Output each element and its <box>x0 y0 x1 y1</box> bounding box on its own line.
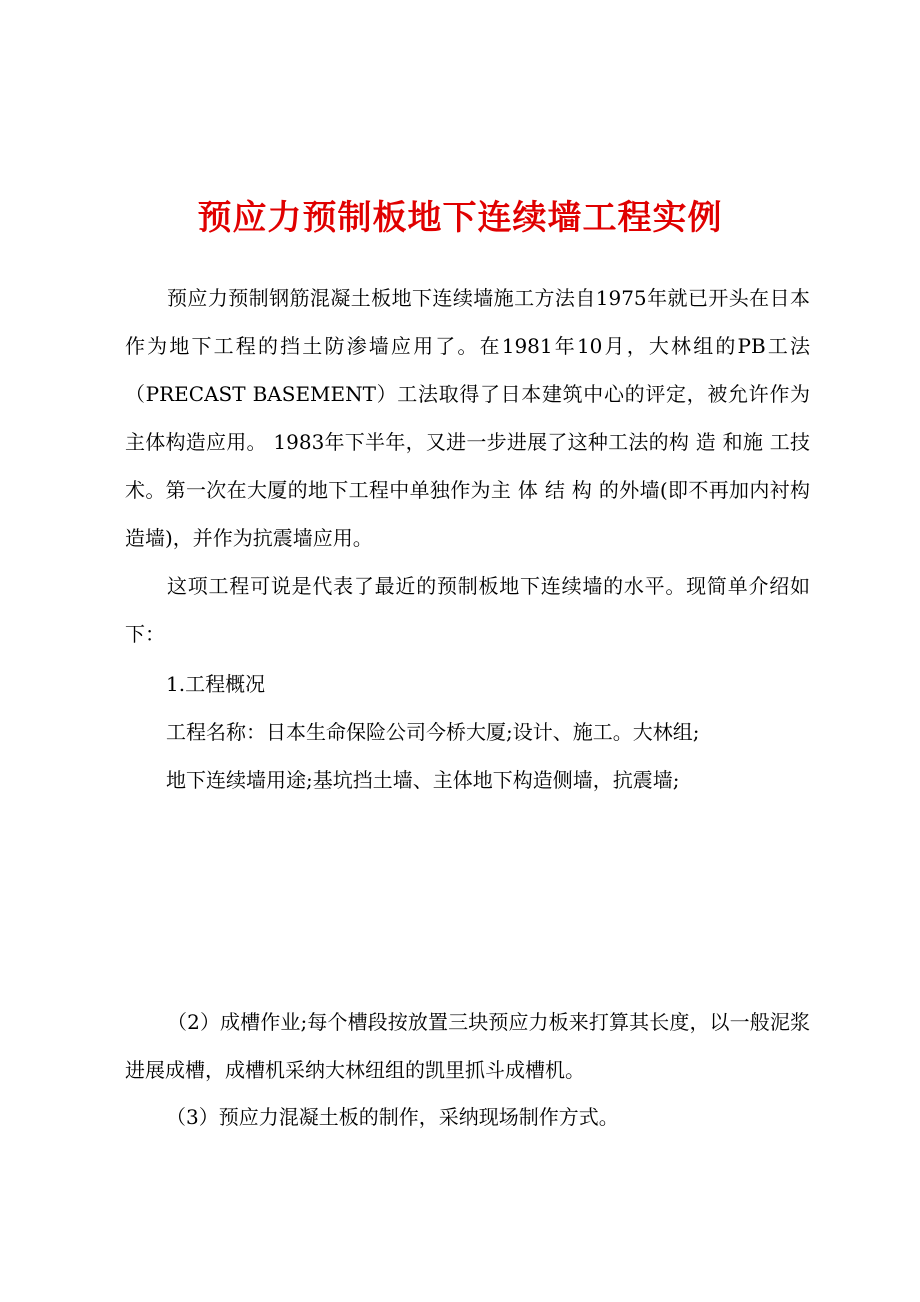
project-name-line: 工程名称：日本生命保险公司今桥大厦;设计、施工。大林组; <box>166 720 700 744</box>
second-paragraph: 这项工程可说是代表了最近的预制板地下连续墙的水平。现简单介绍如下： <box>125 574 810 646</box>
wall-use-line: 地下连续墙用途;基坑挡土墙、主体地下构造侧墙，抗震墙; <box>166 768 680 792</box>
intro-paragraph: 预应力预制钢筋混凝土板地下连续墙施工方法自1975年就已开头在日本作为地下工程的挡土防渗墙应用了。在1981年10月，大林组的PB工法（PRECAST BASEMENT）工法取得了日本建筑中心的评定，被允许作为主体构造应用。 1983年下半年，又进一步进展了这种工法的构 造 和施 工技术。第一次在大厦的地下工程中单独作为主 体 结 构 的外墙(即不再加内衬构造墙)，并作为抗震墙应用。 <box>125 286 810 550</box>
slab-making-line: （3）预应力混凝土板的制作，采纳现场制作方式。 <box>166 1105 619 1129</box>
trenching-paragraph: （2）成槽作业;每个槽段按放置三块预应力板来打算其长度，以一般泥浆进展成槽，成槽机采纳大林纽组的凯里抓斗成槽机。 <box>125 1010 810 1082</box>
section-heading: 1.工程概况 <box>166 672 266 696</box>
document-title: 预应力预制板地下连续墙工程实例 <box>197 198 723 238</box>
